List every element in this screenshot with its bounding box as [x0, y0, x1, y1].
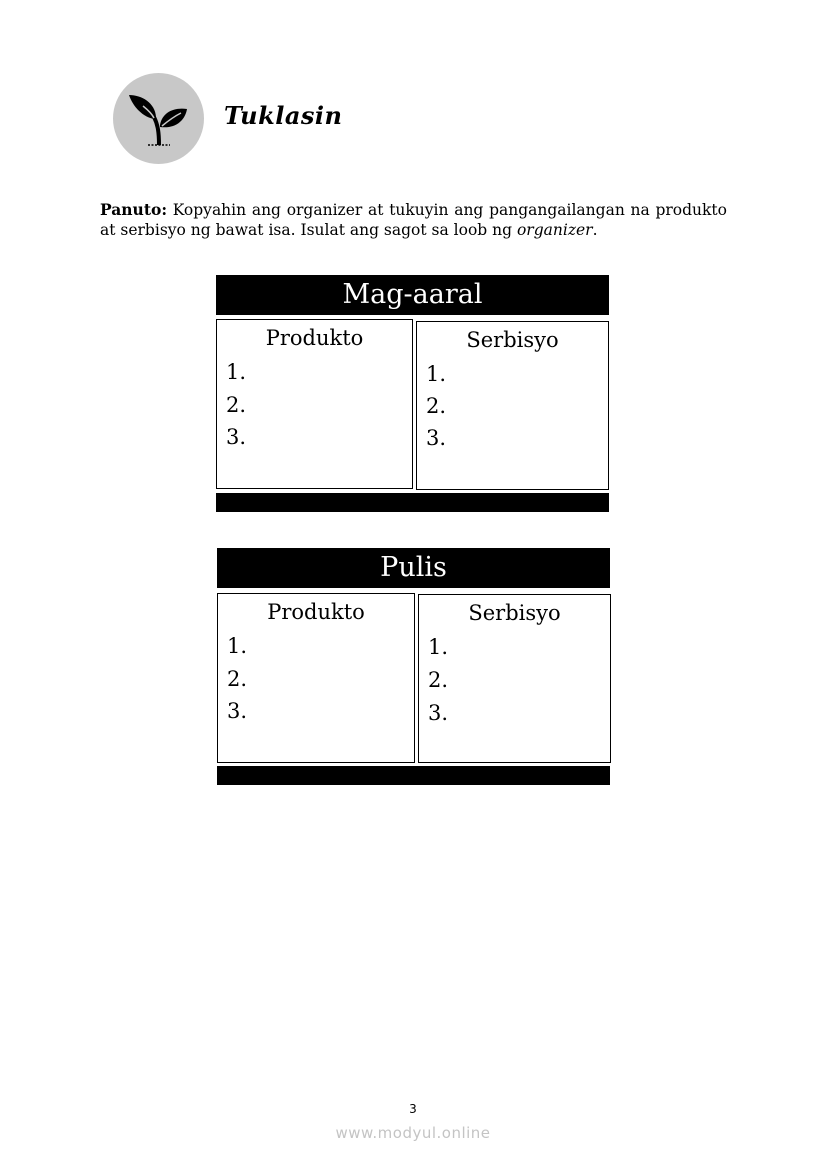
organizer-footer-bar	[217, 766, 610, 785]
organizer-mag-aaral	[216, 275, 610, 515]
instructions-text: Kopyahin ang organizer at tukuyin ang pangangailangan na produkto at serbisyo ng bawat isa. Isulat ang sagot sa loob ng	[100, 201, 727, 239]
serbisyo-item: 1.	[428, 635, 449, 659]
serbisyo-item: 2.	[426, 394, 447, 418]
serbisyo-item: 2.	[428, 668, 449, 692]
page-number: 3	[409, 1102, 417, 1116]
serbisyo-title: Serbisyo	[466, 328, 559, 352]
serbisyo-box	[416, 321, 609, 490]
produkto-title: Produkto	[267, 600, 365, 624]
section-icon-badge	[113, 73, 204, 164]
instructions-label: Panuto:	[100, 200, 168, 219]
organizer-pulis	[217, 548, 611, 788]
watermark: www.modyul.online	[335, 1124, 491, 1142]
serbisyo-item: 3.	[428, 701, 449, 725]
serbisyo-box	[418, 594, 611, 763]
serbisyo-item: 3.	[426, 426, 447, 450]
produkto-item: 1.	[227, 634, 248, 658]
produkto-item: 3.	[227, 699, 248, 723]
sprout-icon	[113, 73, 204, 164]
produkto-box	[217, 593, 415, 763]
instructions-end: .	[592, 221, 598, 239]
section-title: Tuklasin	[224, 101, 343, 130]
produkto-box	[216, 319, 413, 489]
organizer-title: Pulis	[217, 548, 610, 588]
serbisyo-item: 1.	[426, 362, 447, 386]
produkto-item: 2.	[227, 667, 248, 691]
produkto-item: 2.	[226, 393, 247, 417]
instructions-italic-term: organizer	[516, 221, 593, 239]
instructions-paragraph	[100, 200, 727, 240]
organizer-title: Mag-aaral	[216, 275, 609, 315]
serbisyo-title: Serbisyo	[468, 601, 561, 625]
organizer-footer-bar	[216, 493, 609, 512]
produkto-title: Produkto	[265, 326, 364, 350]
produkto-item: 1.	[226, 360, 247, 384]
produkto-item: 3.	[226, 425, 247, 449]
